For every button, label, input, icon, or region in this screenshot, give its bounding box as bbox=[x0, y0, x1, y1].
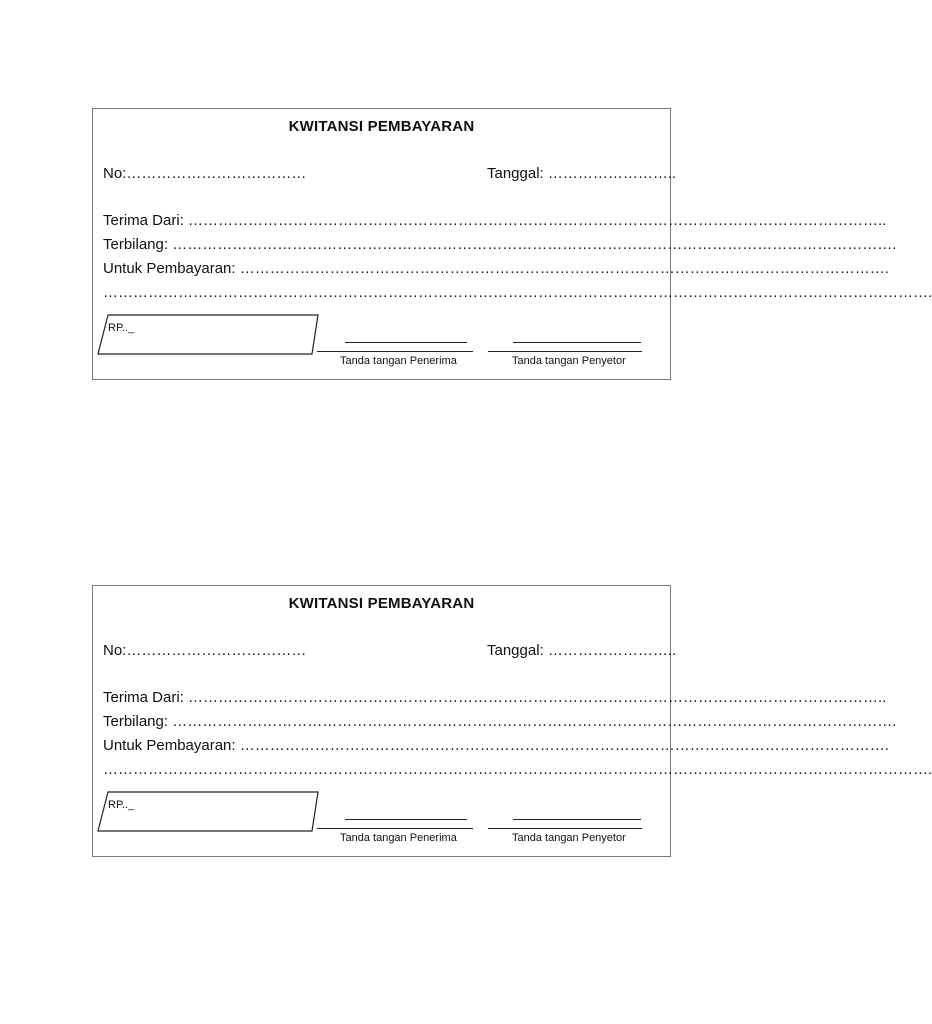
receipt-number-field: No:……………………………… bbox=[103, 642, 307, 659]
amount-box bbox=[97, 791, 319, 833]
payment-for-field: Untuk Pembayaran: …………………………………………………………………………………………………………………. bbox=[103, 260, 889, 277]
receiver-signature-line bbox=[345, 819, 467, 820]
receiver-signature-baseline bbox=[317, 828, 473, 829]
payer-signature-label: Tanda tangan Penyetor bbox=[512, 355, 626, 367]
receiver-signature-baseline bbox=[317, 351, 473, 352]
payer-signature-line bbox=[513, 342, 641, 343]
receipt-title: KWITANSI PEMBAYARAN bbox=[288, 595, 475, 612]
receiver-signature-label: Tanda tangan Penerima bbox=[340, 355, 457, 367]
receiver-signature-label: Tanda tangan Penerima bbox=[340, 832, 457, 844]
amount-in-words-field: Terbilang: ………………………………………………………………………………………………………………………………. bbox=[103, 713, 897, 730]
received-from-field: Terima Dari: ………………………………………………………………………………………………………………………….. bbox=[103, 689, 887, 706]
payer-signature-baseline bbox=[488, 351, 642, 352]
payer-signature-baseline bbox=[488, 828, 642, 829]
received-from-field: Terima Dari: ………………………………………………………………………………………………………………………….. bbox=[103, 212, 887, 229]
amount-label: RP.._ bbox=[108, 322, 135, 334]
receipt-number-field: No:……………………………… bbox=[103, 165, 307, 182]
payment-for-field: Untuk Pembayaran: …………………………………………………………………………………………………………………. bbox=[103, 737, 889, 754]
extra-dotted-line: …………………………………………………………………………………………………………………………………………………. bbox=[103, 284, 932, 301]
receipt-title: KWITANSI PEMBAYARAN bbox=[288, 118, 475, 135]
amount-label: RP.._ bbox=[108, 799, 135, 811]
receipt-1 bbox=[92, 108, 932, 380]
receiver-signature-line bbox=[345, 342, 467, 343]
receipt-date-field: Tanggal: …………………….. bbox=[487, 165, 677, 182]
amount-in-words-field: Terbilang: ………………………………………………………………………………………………………………………………. bbox=[103, 236, 897, 253]
amount-box bbox=[97, 314, 319, 356]
payer-signature-line bbox=[513, 819, 641, 820]
receipt-2 bbox=[92, 585, 932, 857]
extra-dotted-line: …………………………………………………………………………………………………………………………………………………. bbox=[103, 761, 932, 778]
receipt-date-field: Tanggal: …………………….. bbox=[487, 642, 677, 659]
payer-signature-label: Tanda tangan Penyetor bbox=[512, 832, 626, 844]
